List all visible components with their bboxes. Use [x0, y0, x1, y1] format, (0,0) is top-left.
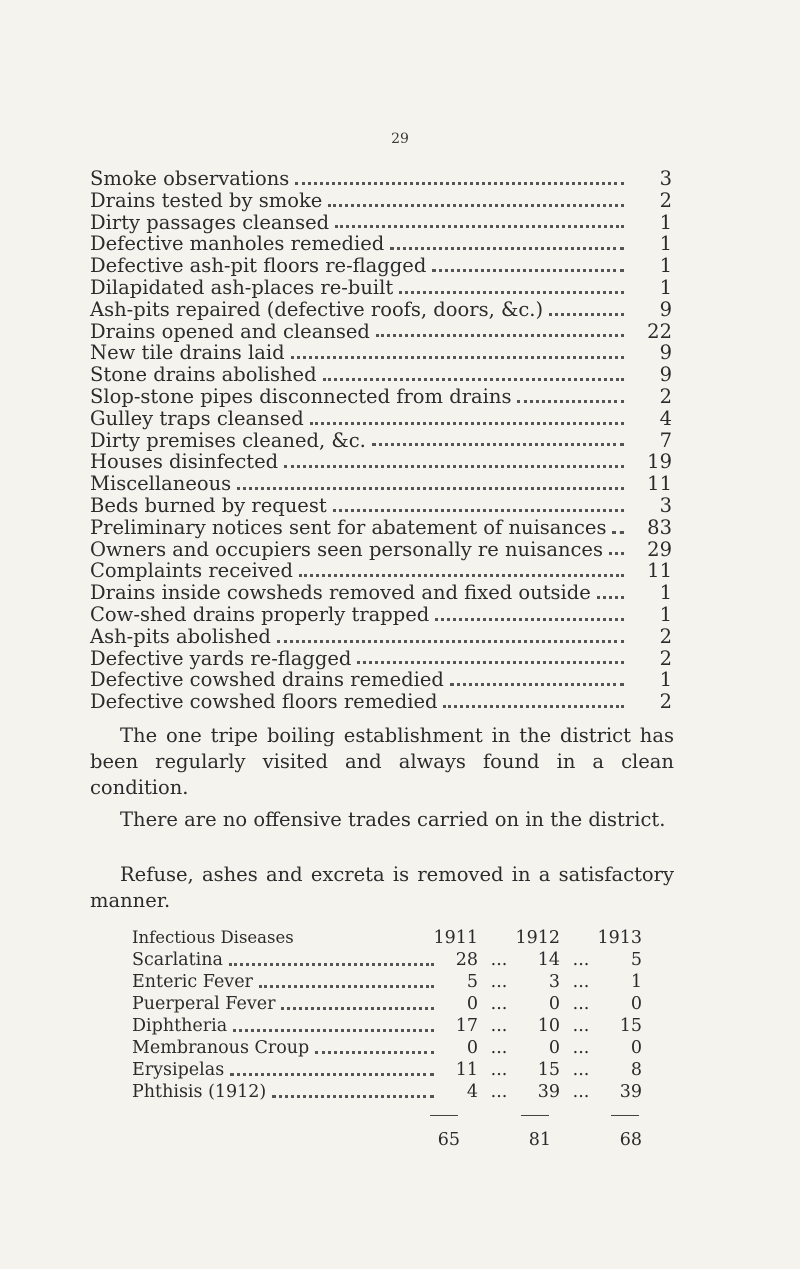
- value-1912: 3: [548, 972, 560, 992]
- stat-label: Ash-pits repaired (defective roofs, doors, &c.): [90, 297, 544, 321]
- stat-value: 2: [659, 624, 672, 648]
- dot-leader: [443, 704, 624, 708]
- disease-name: Membranous Croup: [132, 1038, 310, 1058]
- value-1912: 39: [537, 1082, 560, 1102]
- stat-label: Drains opened and cleansed: [90, 319, 370, 343]
- dot-leader: [432, 268, 624, 272]
- value-1911: 28: [455, 950, 478, 970]
- dot-leader: [295, 181, 624, 185]
- stat-label: Dirty premises cleaned, &c.: [90, 428, 366, 452]
- stat-label: Defective cowshed drains remedied: [90, 668, 444, 692]
- stat-row: [90, 430, 672, 452]
- stat-label: Defective manholes remedied: [90, 232, 385, 256]
- tripe-paragraph: The one tripe boiling establishment in the district has been regularly visited and always found in a clean condition.: [90, 724, 674, 799]
- dot-leader: [450, 682, 624, 686]
- separator: ...: [572, 1082, 590, 1102]
- value-1911: 17: [455, 1016, 478, 1036]
- stat-row: [90, 560, 672, 582]
- dot-leader: [272, 1094, 434, 1098]
- stat-row: [90, 212, 672, 234]
- stat-row: [90, 233, 672, 255]
- page-number: 29: [391, 131, 409, 147]
- dot-leader: [399, 290, 624, 294]
- stat-row: [90, 473, 672, 495]
- stat-row: [90, 582, 672, 604]
- stat-value: 19: [647, 450, 672, 474]
- disease-name: Phthisis (1912): [132, 1082, 267, 1102]
- disease-row: [132, 1015, 642, 1037]
- value-1913: 0: [630, 1038, 642, 1058]
- disease-row: [132, 1081, 642, 1103]
- value-1913: 1: [630, 972, 642, 992]
- stat-label: Defective yards re-flagged: [90, 646, 352, 670]
- separator: ...: [490, 994, 508, 1014]
- dot-leader: [299, 573, 624, 577]
- disease-name: Puerperal Fever: [132, 994, 276, 1014]
- separator: ...: [572, 994, 590, 1014]
- dot-leader: [517, 399, 624, 403]
- stat-label: Slop-stone pipes disconnected from drains: [90, 384, 512, 408]
- stat-label: Drains tested by smoke: [90, 188, 323, 212]
- stat-label: Dirty passages cleansed: [90, 210, 330, 234]
- stat-row: [90, 321, 672, 343]
- stat-label: Defective cowshed floors remedied: [90, 690, 438, 714]
- dot-leader: [597, 595, 624, 599]
- dot-leader: [233, 1028, 434, 1032]
- value-1911: 0: [466, 1038, 478, 1058]
- stat-label: Smoke observations: [90, 167, 290, 190]
- year-1912: 1912: [515, 928, 560, 948]
- stat-value: 1: [659, 254, 672, 278]
- disease-name: Diphtheria: [132, 1016, 228, 1036]
- total-1913: 68: [619, 1130, 642, 1150]
- stat-row: [90, 691, 672, 713]
- value-1911: 5: [466, 972, 478, 992]
- stat-value: 29: [647, 537, 672, 561]
- stat-value: 9: [659, 341, 672, 365]
- stat-value: 7: [659, 428, 672, 452]
- stat-value: 1: [659, 668, 672, 692]
- separator: ...: [490, 950, 508, 970]
- stat-label: Dilapidated ash-places re-built: [90, 275, 394, 299]
- stat-value: 4: [659, 406, 672, 430]
- disease-row: [132, 1037, 642, 1059]
- separator: ...: [490, 1016, 508, 1036]
- stat-label: Houses disinfected: [90, 450, 279, 474]
- disease-row: [132, 993, 642, 1015]
- value-1912: 15: [537, 1060, 560, 1080]
- stat-label: Ash-pits abolished: [90, 624, 271, 648]
- stat-label: Stone drains abolished: [90, 363, 317, 387]
- stat-label: Preliminary notices sent for abatement of nuisances: [90, 515, 607, 539]
- offensive-trades-paragraph: There are no offensive trades carried on in the district.: [120, 808, 666, 831]
- refuse-paragraph: Refuse, ashes and excreta is removed in a satisfactory manner.: [90, 863, 674, 912]
- stat-row: [90, 299, 672, 321]
- stat-row: [90, 168, 672, 190]
- stat-value: 1: [659, 210, 672, 234]
- dot-leader: [277, 639, 624, 643]
- dot-leader: [390, 246, 624, 250]
- separator: ...: [572, 1060, 590, 1080]
- dot-leader: [328, 203, 624, 207]
- disease-name: Erysipelas: [132, 1060, 225, 1080]
- disease-name: Enteric Fever: [132, 972, 253, 992]
- stat-value: 22: [647, 319, 672, 343]
- nuisance-statistics-list: [90, 168, 672, 713]
- stat-value: 1: [659, 581, 672, 605]
- dot-leader: [323, 377, 624, 381]
- dot-leader: [229, 962, 434, 966]
- separator: ...: [572, 950, 590, 970]
- disease-row: [132, 949, 642, 971]
- value-1913: 0: [630, 994, 642, 1014]
- dot-leader: [315, 1050, 434, 1054]
- dot-leader: [357, 660, 624, 664]
- stat-value: 9: [659, 297, 672, 321]
- separator: ...: [490, 1082, 508, 1102]
- stat-label: Owners and occupiers seen personally re nuisances: [90, 537, 603, 561]
- value-1913: 15: [619, 1016, 642, 1036]
- dot-leader: [376, 333, 624, 337]
- disease-name: Scarlatina: [132, 950, 223, 970]
- separator: ...: [572, 972, 590, 992]
- value-1912: 0: [548, 1038, 560, 1058]
- stat-value: 2: [659, 384, 672, 408]
- stat-label: Complaints received: [90, 559, 293, 583]
- stat-row: [90, 342, 672, 364]
- value-1912: 10: [537, 1016, 560, 1036]
- stat-label: Beds burned by request: [90, 493, 327, 517]
- stat-row: [90, 604, 672, 626]
- value-1911: 11: [455, 1060, 478, 1080]
- stat-value: 1: [659, 602, 672, 626]
- stat-label: New tile drains laid: [90, 341, 285, 365]
- stat-row: [90, 669, 672, 691]
- total-1911: 65: [437, 1130, 460, 1150]
- dot-leader: [435, 617, 624, 621]
- separator: ...: [490, 1060, 508, 1080]
- dot-leader: [609, 551, 624, 555]
- value-1912: 0: [548, 994, 560, 1014]
- disease-row: [132, 1059, 642, 1081]
- stat-value: 3: [659, 493, 672, 517]
- stat-row: [90, 626, 672, 648]
- stat-row: [90, 277, 672, 299]
- dot-leader: [612, 530, 624, 534]
- stat-value: 1: [659, 275, 672, 299]
- dot-leader: [281, 1006, 434, 1010]
- stat-value: 3: [659, 167, 672, 190]
- separator: ...: [572, 1038, 590, 1058]
- stat-label: Miscellaneous: [90, 472, 232, 496]
- stat-value: 2: [659, 690, 672, 714]
- stat-row: [90, 386, 672, 408]
- stat-row: [90, 364, 672, 386]
- stat-row: [90, 517, 672, 539]
- stat-row: [90, 190, 672, 212]
- dot-leader: [259, 984, 434, 988]
- separator: ...: [490, 1038, 508, 1058]
- separator: ...: [572, 1016, 590, 1036]
- stat-row: [90, 648, 672, 670]
- stat-value: 11: [647, 472, 672, 496]
- dot-leader: [372, 442, 624, 446]
- disease-row: [132, 971, 642, 993]
- value-1913: 39: [619, 1082, 642, 1102]
- total-1912: 81: [528, 1130, 551, 1150]
- stat-label: Cow-shed drains properly trapped: [90, 602, 430, 626]
- value-1913: 8: [630, 1060, 642, 1080]
- stat-value: 11: [647, 559, 672, 583]
- totals-rules: [132, 1115, 642, 1129]
- disease-totals-row: [132, 1129, 642, 1151]
- separator: ...: [490, 972, 508, 992]
- year-1911: 1911: [433, 928, 478, 948]
- disease-table-title: Infectious Diseases: [132, 928, 294, 947]
- value-1912: 14: [537, 950, 560, 970]
- stat-value: 1: [659, 232, 672, 256]
- dot-leader: [237, 486, 624, 490]
- stat-value: 2: [659, 188, 672, 212]
- stat-label: Defective ash-pit floors re-flagged: [90, 254, 427, 278]
- year-1913: 1913: [597, 928, 642, 948]
- dot-leader: [284, 464, 624, 468]
- stat-value: 9: [659, 363, 672, 387]
- dot-leader: [335, 224, 624, 228]
- dot-leader: [333, 508, 624, 512]
- infectious-diseases-table: [132, 927, 642, 1151]
- stat-row: [90, 408, 672, 430]
- value-1911: 0: [466, 994, 478, 1014]
- stat-row: [90, 539, 672, 561]
- dot-leader: [549, 312, 624, 316]
- dot-leader: [230, 1072, 434, 1076]
- stat-row: [90, 255, 672, 277]
- stat-label: Drains inside cowsheds removed and fixed outside: [90, 581, 591, 605]
- stat-row: [90, 495, 672, 517]
- dot-leader: [291, 355, 624, 359]
- value-1913: 5: [630, 950, 642, 970]
- stat-value: 2: [659, 646, 672, 670]
- stat-value: 83: [647, 515, 672, 539]
- stat-label: Gulley traps cleansed: [90, 406, 304, 430]
- disease-table-header: [132, 927, 642, 949]
- stat-row: [90, 451, 672, 473]
- dot-leader: [310, 421, 624, 425]
- value-1911: 4: [466, 1082, 478, 1102]
